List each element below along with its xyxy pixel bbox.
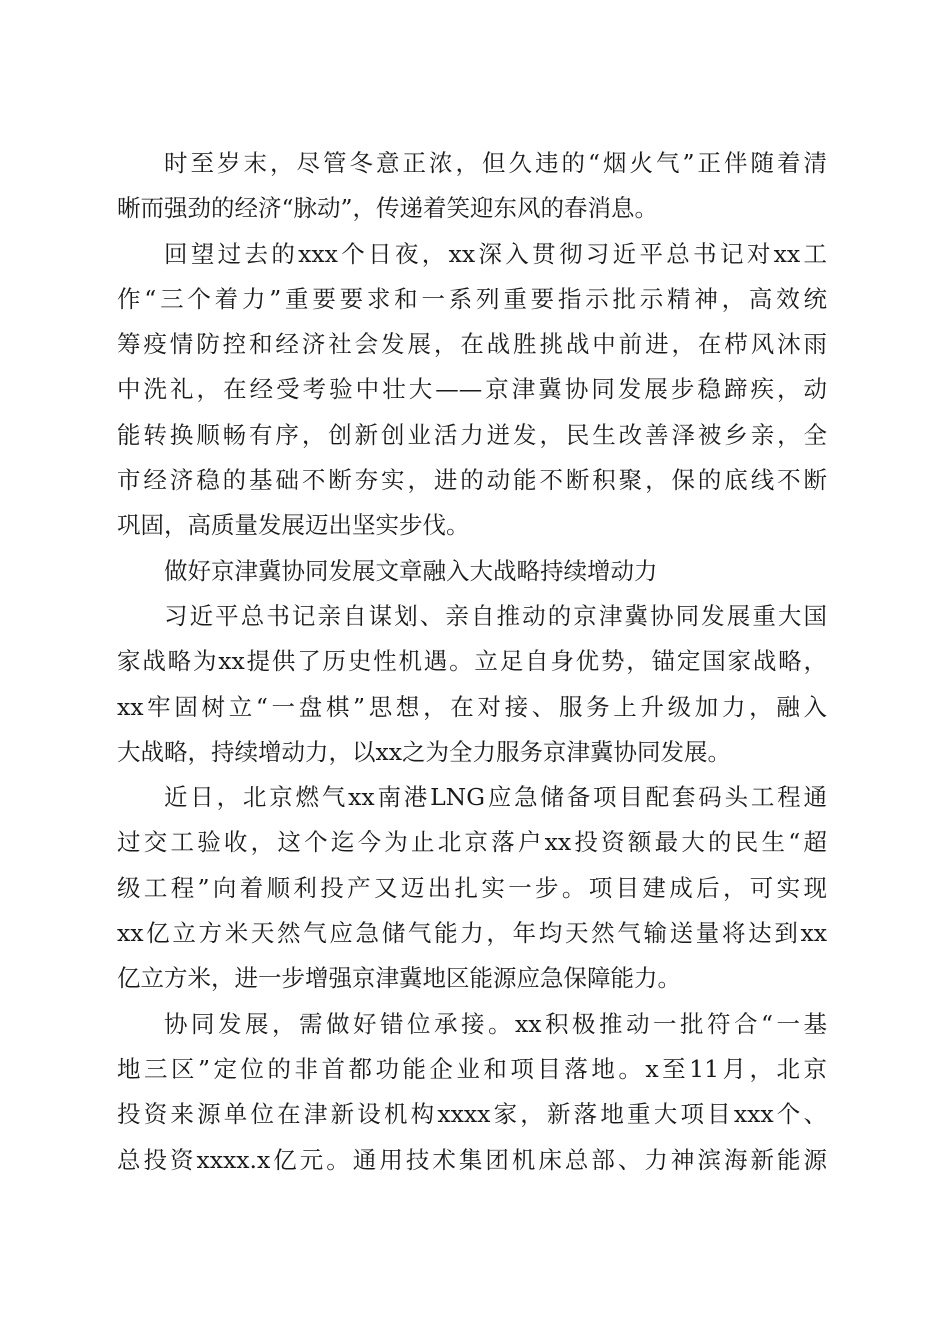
text-line: 巩固，高质量发展迈出坚实步伐。 [117,511,470,540]
text-line: 习近平总书记亲自谋划、亲自推动的京津冀协同发展重大国 [164,601,827,630]
text-line: 协同发展，需做好错位承接。xx积极推动一批符合“一基 [164,1009,827,1038]
text-line: 时至岁末，尽管冬意正浓，但久违的“烟火气”正伴随着清 [164,149,827,177]
text-line: 过交工验收，这个迄今为止北京落户xx投资额最大的民生“超 [117,828,827,857]
text-line: 筹疫情防控和经济社会发展，在战胜挑战中前进，在栉风沐雨 [117,330,827,359]
text-line: 能转换顺畅有序，创新创业活力迸发，民生改善泽被乡亲，全 [117,420,827,449]
text-line: xx牢固树立“一盘棋”思想，在对接、服务上升级加力，融入 [117,692,827,721]
text-line: 近日，北京燃气xx南港LNG应急储备项目配套码头工程通 [164,783,827,812]
text-line: 中洗礼，在经受考验中壮大——京津冀协同发展步稳蹄疾，动 [117,375,827,404]
text-line: 大战略，持续增动力，以xx之为全力服务京津冀协同发展。 [117,737,732,766]
text-line: 市经济稳的基础不断夯实，进的动能不断积聚，保的底线不断 [117,466,827,495]
text-line: 作“三个着力”重要要求和一系列重要指示批示精神，高效统 [117,284,827,313]
document-body [117,141,827,1183]
text-line: 总投资xxxx.x亿元。通用技术集团机床总部、力神滨海新能源 [117,1145,827,1174]
text-line: xx亿立方米天然气应急储气能力，年均天然气输送量将达到xx [117,919,827,948]
text-line: 地三区”定位的非首都功能企业和项目落地。x至11月，北京 [117,1054,827,1083]
text-line: 晰而强劲的经济“脉动”，传递着笑迎东风的春消息。 [117,194,659,223]
text-line: 级工程”向着顺利投产又迈出扎实一步。项目建成后，可实现 [117,873,827,902]
section-heading: 做好京津冀协同发展文章融入大战略持续增动力 [164,556,658,585]
text-line: 家战略为xx提供了历史性机遇。立足自身优势，锚定国家战略， [117,647,827,676]
text-line: 亿立方米，进一步增强京津冀地区能源应急保障能力。 [117,964,681,993]
text-line: 回望过去的xxx个日夜，xx深入贯彻习近平总书记对xx工 [164,239,827,268]
text-line: 投资来源单位在津新设机构xxxx家，新落地重大项目xxx个、 [117,1100,827,1129]
